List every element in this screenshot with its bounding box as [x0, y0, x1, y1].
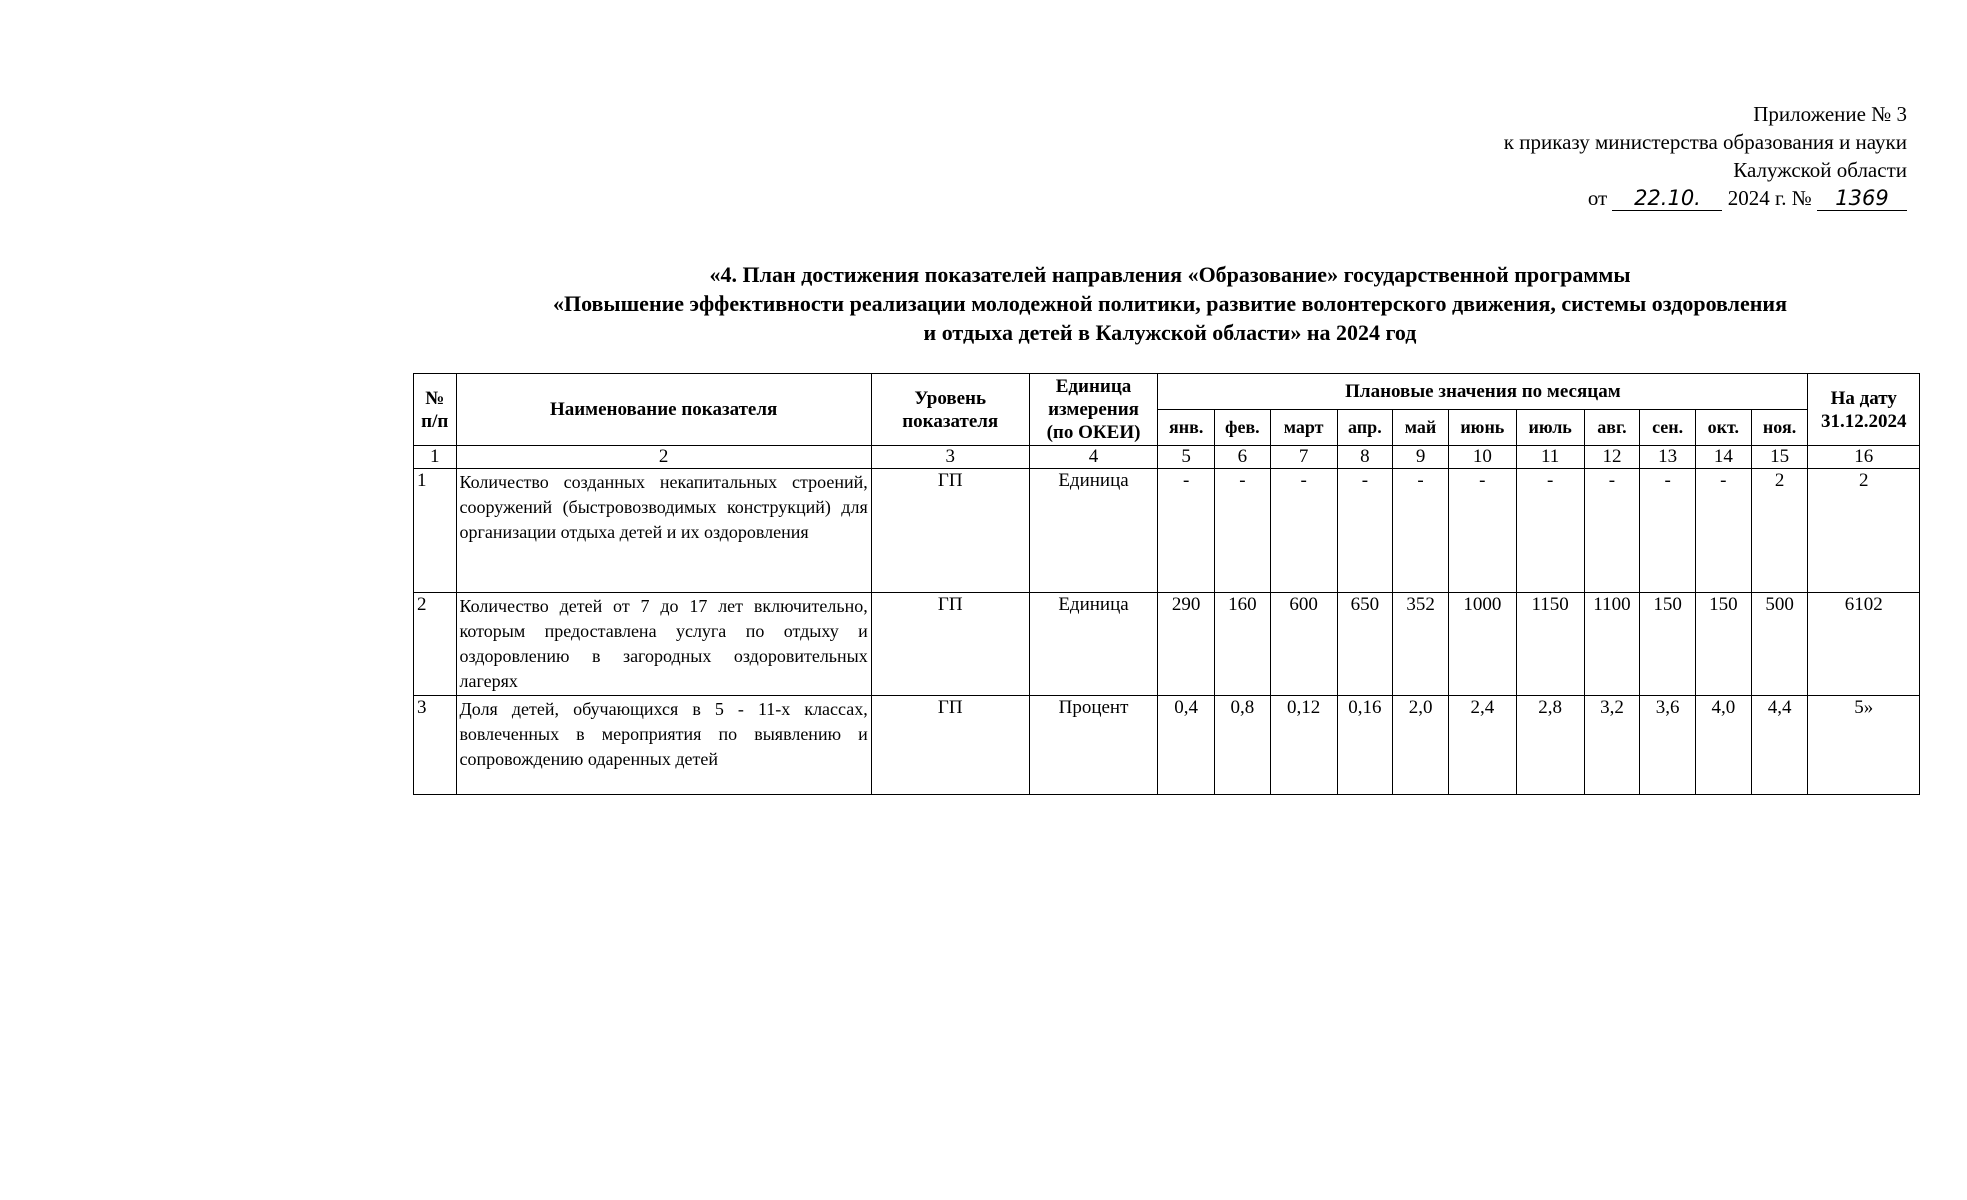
- row-value: 150: [1640, 593, 1696, 696]
- row-level: ГП: [871, 469, 1029, 593]
- row-value: 0,4: [1158, 696, 1215, 795]
- row-num: 1: [414, 469, 457, 593]
- table-row: [414, 469, 1920, 593]
- header-unit: Единица измерения (по ОКЕИ): [1029, 374, 1158, 446]
- title-line-3: и отдыха детей в Калужской области» на 2024 год: [923, 320, 1417, 345]
- row-name: Количество детей от 7 до 17 лет включительно, которым предоставлена услуга по отдыху и оздоровлению в загородных оздоровительных лагерях: [456, 593, 871, 696]
- column-number: 16: [1808, 446, 1920, 469]
- row-unit: Единица: [1029, 469, 1158, 593]
- column-number: 6: [1215, 446, 1271, 469]
- row-value: 500: [1751, 593, 1808, 696]
- column-number: 8: [1337, 446, 1393, 469]
- plan-table: [413, 373, 1920, 795]
- row-value: -: [1158, 469, 1215, 593]
- row-value: -: [1337, 469, 1393, 593]
- month-header: июнь: [1448, 410, 1516, 446]
- row-value: -: [1448, 469, 1516, 593]
- row-value: -: [1270, 469, 1337, 593]
- row-value: 1000: [1448, 593, 1516, 696]
- header-level: Уровень показателя: [871, 374, 1029, 446]
- row-value: 3,2: [1584, 696, 1640, 795]
- row-value: 2: [1751, 469, 1808, 593]
- row-value: -: [1695, 469, 1751, 593]
- row-value: 0,16: [1337, 696, 1393, 795]
- month-header: апр.: [1337, 410, 1393, 446]
- header-monthly: Плановые значения по месяцам: [1158, 374, 1808, 410]
- column-number: 4: [1029, 446, 1158, 469]
- handwritten-number: 1369: [1817, 186, 1907, 211]
- row-name: Доля детей, обучающихся в 5 - 11-х классах, вовлеченных в мероприятия по выявлению и сопровождению одаренных детей: [456, 696, 871, 795]
- row-value: 3,6: [1640, 696, 1696, 795]
- row-num: 2: [414, 593, 457, 696]
- column-number: 10: [1448, 446, 1516, 469]
- row-unit: Единица: [1029, 593, 1158, 696]
- annex-line-2: к приказу министерства образования и науки: [1503, 130, 1907, 154]
- row-total: 2: [1808, 469, 1920, 593]
- month-header: окт.: [1695, 410, 1751, 446]
- column-number: 5: [1158, 446, 1215, 469]
- header-name: Наименование показателя: [456, 374, 871, 446]
- handwritten-date: 22.10.: [1612, 186, 1722, 211]
- column-number-row: [414, 446, 1920, 469]
- row-value: 160: [1215, 593, 1271, 696]
- month-header: сен.: [1640, 410, 1696, 446]
- row-value: 650: [1337, 593, 1393, 696]
- row-value: 600: [1270, 593, 1337, 696]
- row-value: 352: [1393, 593, 1449, 696]
- document-title: [420, 260, 1920, 347]
- month-header: янв.: [1158, 410, 1215, 446]
- column-number: 15: [1751, 446, 1808, 469]
- row-value: -: [1215, 469, 1271, 593]
- row-value: 1100: [1584, 593, 1640, 696]
- column-number: 13: [1640, 446, 1696, 469]
- row-value: -: [1640, 469, 1696, 593]
- row-value: 150: [1695, 593, 1751, 696]
- row-value: -: [1516, 469, 1584, 593]
- table-row: [414, 696, 1920, 795]
- month-header: авг.: [1584, 410, 1640, 446]
- row-value: 2,4: [1448, 696, 1516, 795]
- column-number: 7: [1270, 446, 1337, 469]
- column-number: 1: [414, 446, 457, 469]
- month-header: май: [1393, 410, 1449, 446]
- row-unit: Процент: [1029, 696, 1158, 795]
- column-number: 3: [871, 446, 1029, 469]
- column-number: 12: [1584, 446, 1640, 469]
- column-number: 14: [1695, 446, 1751, 469]
- header-date: На дату 31.12.2024: [1808, 374, 1920, 446]
- row-value: 290: [1158, 593, 1215, 696]
- row-value: -: [1584, 469, 1640, 593]
- row-value: 0,12: [1270, 696, 1337, 795]
- row-value: 2,8: [1516, 696, 1584, 795]
- row-value: 2,0: [1393, 696, 1449, 795]
- column-number: 11: [1516, 446, 1584, 469]
- row-value: 0,8: [1215, 696, 1271, 795]
- header-row-top: [414, 374, 1920, 410]
- row-total: 5»: [1808, 696, 1920, 795]
- row-level: ГП: [871, 696, 1029, 795]
- header-num: № п/п: [414, 374, 457, 446]
- row-name: Количество созданных некапитальных строений, сооружений (быстровозводимых конструкций) для организации отдыха детей и их оздоровления: [456, 469, 871, 593]
- title-line-1: «4. План достижения показателей направления «Образование» государственной программы: [709, 262, 1631, 287]
- date-year: 2024 г. №: [1727, 186, 1812, 210]
- table-row: [414, 593, 1920, 696]
- column-number: 9: [1393, 446, 1449, 469]
- row-value: 4,0: [1695, 696, 1751, 795]
- row-value: 4,4: [1751, 696, 1808, 795]
- month-header: ноя.: [1751, 410, 1808, 446]
- date-prefix: от: [1587, 186, 1608, 210]
- annex-block: [1207, 100, 1907, 212]
- month-header: фев.: [1215, 410, 1271, 446]
- title-line-2: «Повышение эффективности реализации молодежной политики, развитие волонтерского движения, системы оздоровления: [552, 291, 1787, 316]
- row-level: ГП: [871, 593, 1029, 696]
- month-header: июль: [1516, 410, 1584, 446]
- row-total: 6102: [1808, 593, 1920, 696]
- row-num: 3: [414, 696, 457, 795]
- month-header: март: [1270, 410, 1337, 446]
- row-value: 1150: [1516, 593, 1584, 696]
- annex-line-3: Калужской области: [1733, 158, 1907, 182]
- row-value: -: [1393, 469, 1449, 593]
- column-number: 2: [456, 446, 871, 469]
- annex-date-line: [1207, 184, 1907, 212]
- annex-line-1: Приложение № 3: [1753, 102, 1907, 126]
